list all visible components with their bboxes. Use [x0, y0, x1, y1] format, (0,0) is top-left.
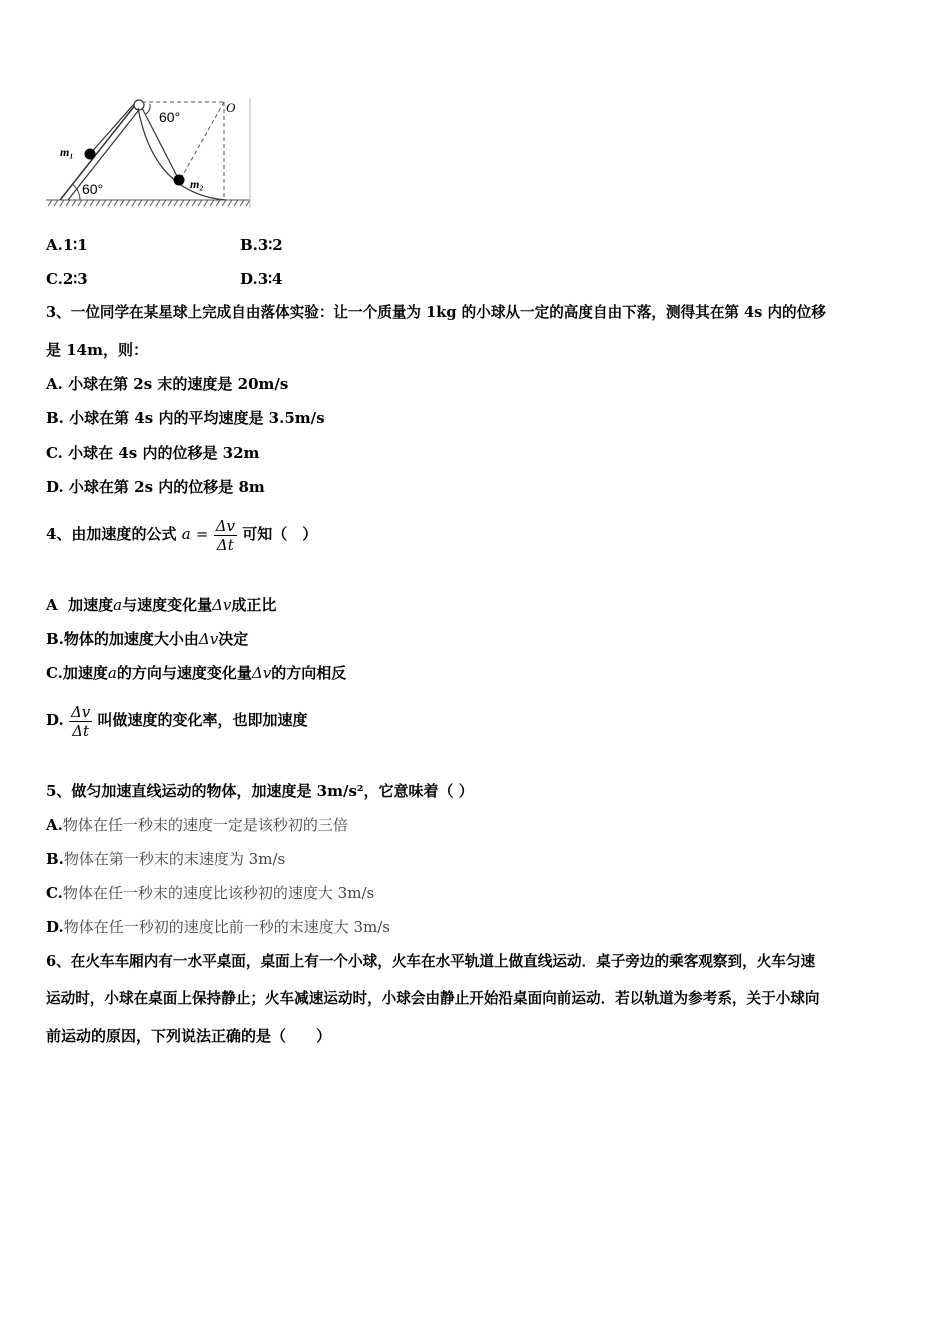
q2-option-a: A.1∶1	[46, 236, 88, 254]
label-m1: m₁	[60, 145, 74, 159]
q4-option-c: C.加速度a的方向与速度变化量Δv的方向相反	[46, 664, 347, 682]
q4-stem	[46, 512, 317, 556]
q4-option-d: D. $\frac{\Delta v}{\Delta t}$ 叫做速度的变化率，也即加速度	[46, 702, 308, 740]
mass-m2	[174, 175, 185, 186]
q3-option-c: C. 小球在 4s 内的位移是 32m	[46, 444, 260, 462]
q5-option-a: A.物体在任一秒末的速度一定是该秒初的三倍	[46, 816, 348, 834]
physics-figure	[44, 96, 254, 210]
q5-stem: 5、做匀加速直线运动的物体，加速度是 3m/s²，它意味着（ ）	[46, 782, 474, 800]
formula-a: a	[181, 525, 191, 543]
ground-hatching	[46, 200, 250, 206]
q2-option-d: D.3∶4	[240, 270, 283, 288]
option-d-fraction: $\frac{\Delta v}{\Delta t}$	[70, 702, 91, 740]
formula-numerator: Δv	[215, 516, 235, 535]
formula-fraction	[214, 517, 237, 554]
q6-line1: 6、在火车车厢内有一水平桌面，桌面上有一个小球，火车在水平轨道上做直线运动．桌子旁边的乘客观察到，火车匀速	[46, 953, 816, 970]
q2-option-b: B.3∶2	[240, 236, 283, 254]
mass-m1	[85, 149, 96, 160]
q3-option-b: B. 小球在第 4s 内的平均速度是 3.5m/s	[46, 409, 325, 427]
q6-line3: 前运动的原因，下列说法正确的是（ ）	[46, 1027, 332, 1045]
q3-option-a: A. 小球在第 2s 末的速度是 20m/s	[46, 375, 289, 393]
label-m2: m₂	[190, 177, 204, 191]
q4-stem-before: 4、由加速度的公式	[46, 525, 177, 543]
q5-option-c: C.物体在任一秒末的速度比该秒初的速度大 3m/s	[46, 884, 375, 902]
q5-option-b: B.物体在第一秒末的末速度为 3m/s	[46, 850, 286, 868]
label-o: O	[226, 100, 236, 115]
q6-line2: 运动时，小球在桌面上保持静止；火车减速运动时，小球会由静止开始沿桌面向前运动．若以轨道为参考系，关于小球向	[46, 990, 820, 1007]
q3-option-d: D. 小球在第 2s 内的位移是 8m	[46, 478, 265, 496]
q3-stem-line2: 是 14m，则：	[46, 341, 148, 359]
formula-denominator: Δt	[216, 535, 234, 554]
formula-eq: =	[195, 525, 209, 543]
q4-option-a: A 加速度a与速度变化量Δv成正比	[46, 596, 277, 614]
q2-option-c: C.2∶3	[46, 270, 88, 288]
angle-label-bottom: 60°	[82, 181, 104, 197]
angle-label-top: 60°	[159, 109, 181, 125]
q3-stem-line1: 3、一位同学在某星球上完成自由落体实验：让一个质量为 1kg 的小球从一定的高度自由下落，测得其在第 4s 内的位移	[46, 304, 826, 321]
q4-stem-after: 可知（ ）	[242, 525, 318, 543]
q4-option-b: B.物体的加速度大小由Δv决定	[46, 630, 249, 648]
q5-option-d: D.物体在任一秒初的速度比前一秒的末速度大 3m/s	[46, 918, 390, 936]
